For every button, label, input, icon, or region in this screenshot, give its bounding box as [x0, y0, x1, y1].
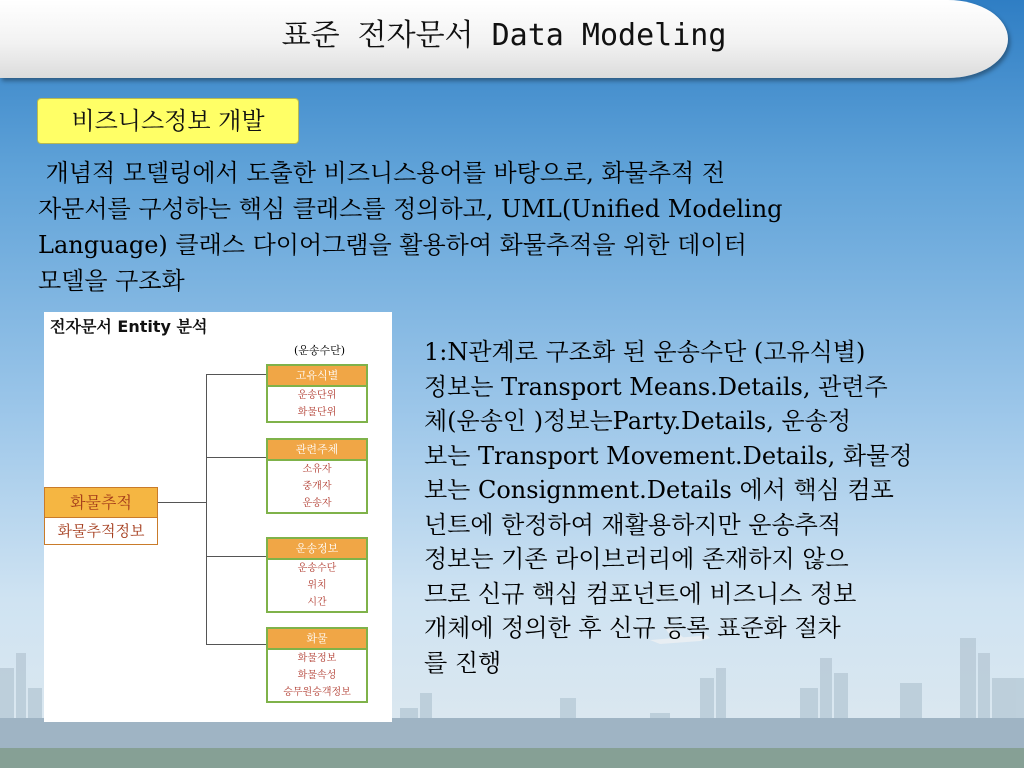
body-paragraph [424, 335, 994, 680]
section-tag: 비즈니스정보 개발 [37, 98, 299, 144]
intro-line: Language) 클래스 다이어그램을 활용하여 화물추적을 위한 데이터 [38, 231, 747, 259]
entity-item: 위치 [307, 580, 327, 591]
entity-item: 화물정보 [297, 653, 337, 664]
intro-paragraph [38, 155, 938, 299]
entity-item: 운송단위 [297, 390, 337, 401]
body-line: 를 진행 [424, 648, 502, 677]
title-bar [0, 0, 1008, 78]
entity-box-header: 고유식별 [268, 366, 366, 387]
body-line: 보는 Consignment.Details 에서 핵심 컴포 [424, 476, 894, 504]
body-line: 정보는 기존 라이브러리에 존재하지 않으 [424, 545, 849, 573]
connector-line [206, 644, 266, 645]
intro-line: 자문서를 구성하는 핵심 클래스를 정의하고, UML(Unified Modeling [38, 195, 783, 223]
entity-box-header: 관련주체 [268, 440, 366, 461]
body-line: 므로 신규 핵심 컴포넌트에 비즈니스 정보 [424, 579, 857, 608]
entity-item: 화물단위 [297, 407, 337, 418]
entity-item: 시간 [307, 597, 327, 608]
connector-line [206, 374, 207, 644]
entity-box-cargo [266, 627, 368, 703]
entity-item: 화물속성 [297, 670, 337, 681]
entity-box-parties [266, 438, 368, 514]
root-entity-header: 화물추적 [45, 488, 157, 518]
connector-line [156, 502, 206, 503]
entity-box-identification [266, 364, 368, 423]
body-line: 체(운송인 )정보는Party.Details, 운송정 [424, 407, 852, 435]
transport-label: (운송수단) [294, 344, 346, 357]
slide-title: 표준 전자문서 Data Modeling [281, 18, 727, 53]
entity-item: 운송수단 [297, 563, 337, 574]
connector-line [206, 457, 266, 458]
body-line: 정보는 Transport Means.Details, 관련주 [424, 372, 888, 401]
entity-diagram-panel [44, 312, 392, 722]
entity-box-header: 화물 [268, 629, 366, 650]
entity-item: 소유자 [302, 464, 332, 475]
entity-item: 승무원승객정보 [283, 687, 351, 698]
connector-line [206, 374, 266, 375]
body-line: 1:N관계로 구조화 된 운송수단 (고유식별) [424, 338, 866, 366]
diagram-title: 전자문서 Entity 분석 [50, 317, 208, 336]
body-line: 보는 Transport Movement.Details, 화물정 [424, 441, 913, 470]
entity-box-transport-info [266, 537, 368, 613]
intro-line: 모델을 구조화 [38, 267, 185, 295]
root-entity-body: 화물추적정보 [45, 518, 157, 544]
body-line: 개체에 정의한 후 신규 등록 표준화 절차 [424, 614, 841, 642]
intro-line: 개념적 모델링에서 도출한 비즈니스용어를 바탕으로, 화물추적 전 [38, 159, 725, 187]
body-line: 넌트에 한정하여 재활용하지만 운송추적 [424, 510, 842, 539]
entity-item: 운송자 [302, 498, 332, 509]
connector-line [206, 556, 266, 557]
entity-item: 중개자 [302, 481, 332, 492]
root-entity-box [44, 487, 158, 545]
entity-box-header: 운송정보 [268, 539, 366, 560]
